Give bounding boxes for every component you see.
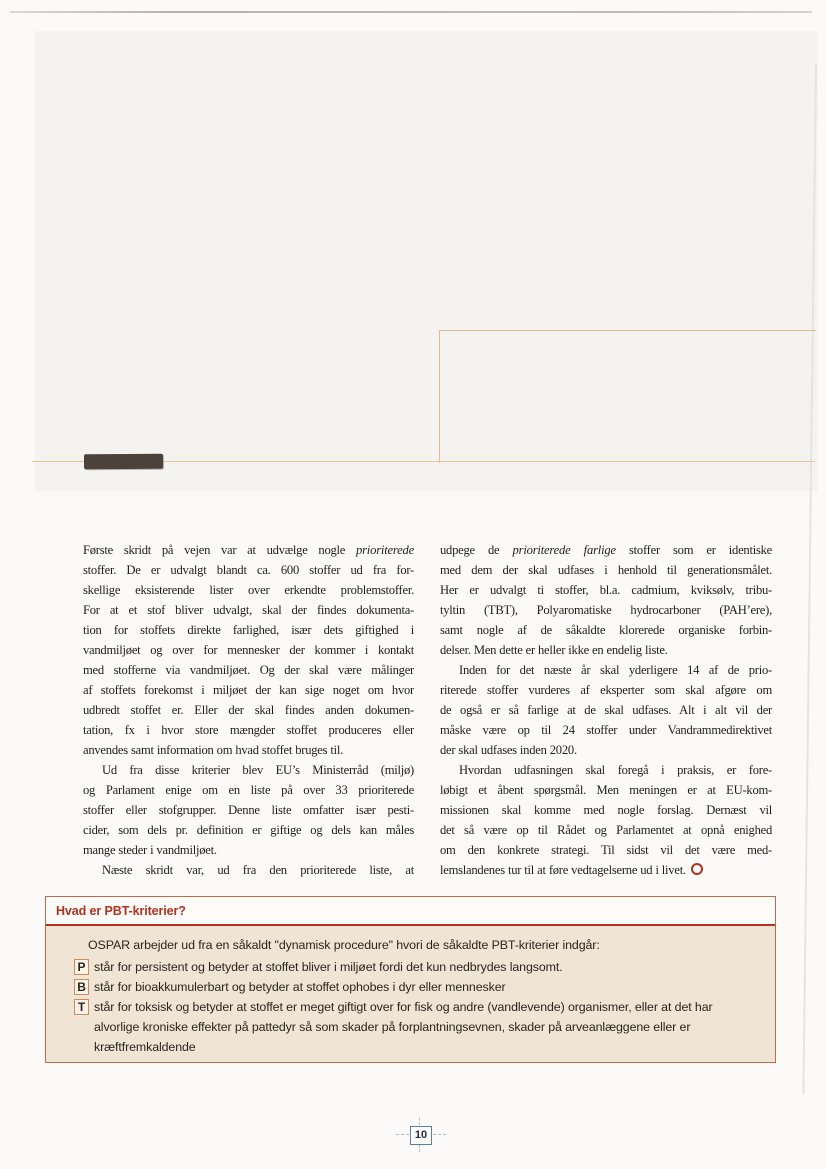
pbt-letter-badge: B [74,979,89,995]
article-text-line: og Parlament enige om en liste på over 33 prioriterede [83,783,414,797]
pbt-criterion-line: står for persistent og betyder at stoffet bliver i miljøet fordi det kun nedbrydes langsomt. [94,960,563,974]
infobox-content [46,926,775,1063]
article-text-line: skellige eksisterende lister over erkendte problemstoffer. [83,583,414,597]
article-end-marker-icon [691,863,703,875]
crop-mark-right [433,1134,446,1135]
article-text-line: vandmiljøet og over for mennesker der kommer i kontakt [83,643,414,657]
article-text-line: For at et stof bliver udvalgt, skal der findes dokumenta- [83,603,414,617]
article-column-left [83,540,414,880]
article-text-line: af stoffets forekomst i miljøet der kan sige noget om hvor [83,683,414,697]
article-text-line: stoffer eller stofgrupper. Denne liste omfatter især pesti- [83,803,414,817]
article-text-line: samt nogle af de såkaldte klorerede organiske forbin- [440,623,772,637]
article-text-line: tyltin (TBT), Polyaromatiske hydrocarboner (PAH’ere), [440,603,772,617]
article-text-line: udpege de prioriterede farlige stoffer som er identiske [440,543,772,557]
article-text-line: med stofferne via vandmiljøet. Og der skal være målinger [83,663,414,677]
article-text-line: måske være op til 24 stoffer under Vandrammedirektivet [440,723,772,737]
article-text-line: udbredt stoffet er. Eller der skal findes anden dokumen- [83,703,414,717]
crop-mark-bottom [419,1145,420,1152]
article-text-line: Her er udvalgt ti stoffer, bl.a. cadmium, kviksølv, tribu- [440,583,772,597]
pbt-letter-badge: T [74,999,89,1015]
article-text-line: om den konkrete strategi. Til sidst vil det være med- [440,843,772,857]
article-text-line: lemslandenes tur til at føre vedtagelserne ud i livet. [440,860,772,880]
page-top-edge-line [10,11,812,13]
article-text-line: Inden for det næste år skal yderligere 14 af de prio- [459,663,772,677]
article-column-right [440,540,772,880]
page-number-box: 10 [410,1126,432,1145]
article-text-line: riterede stoffer vurderes af eksperter som skal afgøre om [440,683,772,697]
article-text-line: mange steder i vandmiljøet. [83,843,217,857]
pbt-criterion [74,997,761,1057]
article-text-line: Næste skridt var, ud fra den prioriterede liste, at [102,863,414,877]
pbt-criterion-line: kræftfremkaldende [94,1040,196,1054]
article-text-line: løbigt et åbent spørgsmål. Men meningen er at EU-kom- [440,783,772,797]
figure-frame [439,330,816,463]
pbt-criterion [74,977,761,997]
infobox-intro: OSPAR arbejder ud fra en såkaldt "dynamisk procedure" hvori de såkaldte PBT-kriterier indgår: [88,938,600,952]
pbt-criterion [74,957,761,977]
pbt-infobox [45,896,776,1063]
article-text-line: Ud fra disse kriterier blev EU’s Ministerråd (miljø) [102,763,414,777]
crop-mark-left [396,1134,409,1135]
article-text-line: med dem der skal udfases i henhold til generationsmålet. [440,563,772,577]
page-number-area [396,1118,446,1152]
article-text-line: cider, som dels pr. definition er giftige og dels kan måles [83,823,414,837]
article-text-line: Første skridt på vejen var at udvælge nogle prioriterede [83,543,414,557]
article-text-line: anvendes samt information om hvad stoffet bruges til. [83,743,344,757]
article-text-line: missionen skal komme med nogle forslag. Dernæst vil [440,803,772,817]
article-text-line: tation, fx i hvor store mængder stoffet produceres eller [83,723,414,737]
pbt-criterion-line: står for toksisk og betyder at stoffet er meget giftigt over for fisk og andre (vandlevende) organismer, eller at det har [94,1000,713,1014]
article-text-line: der skal udfases inden 2020. [440,743,577,757]
crop-mark-top [419,1118,420,1125]
pbt-criterion-line: alvorlige kroniske effekter på pattedyr så som skader på forplantningsevnen, skader på arveanlæggene eller er [94,1020,691,1034]
pbt-letter-badge: P [74,959,89,975]
redacted-caption-bar [84,454,163,470]
article-text-line: tion for stoffets direkte farlighed, især dets giftighed i [83,623,414,637]
article-text-line: de også er så farlige at de skal udfases. Alt i alt vil der [440,703,772,717]
infobox-title-row [46,897,775,926]
article-text-line: stoffer. De er udvalgt blandt ca. 600 stoffer ud fra for- [83,563,414,577]
article-text-line: delser. Men dette er heller ikke en endelig liste. [440,643,668,657]
article-text-line: Hvordan udfasningen skal foregå i praksis, er fore- [459,763,772,777]
infobox-title: Hvad er PBT-kriterier? [56,904,186,918]
pbt-criterion-line: står for bioakkumulerbart og betyder at stoffet ophobes i dyr eller mennesker [94,980,506,994]
article-text-line: det så være op til Rådet og Parlamentet at opnå enighed [440,823,772,837]
